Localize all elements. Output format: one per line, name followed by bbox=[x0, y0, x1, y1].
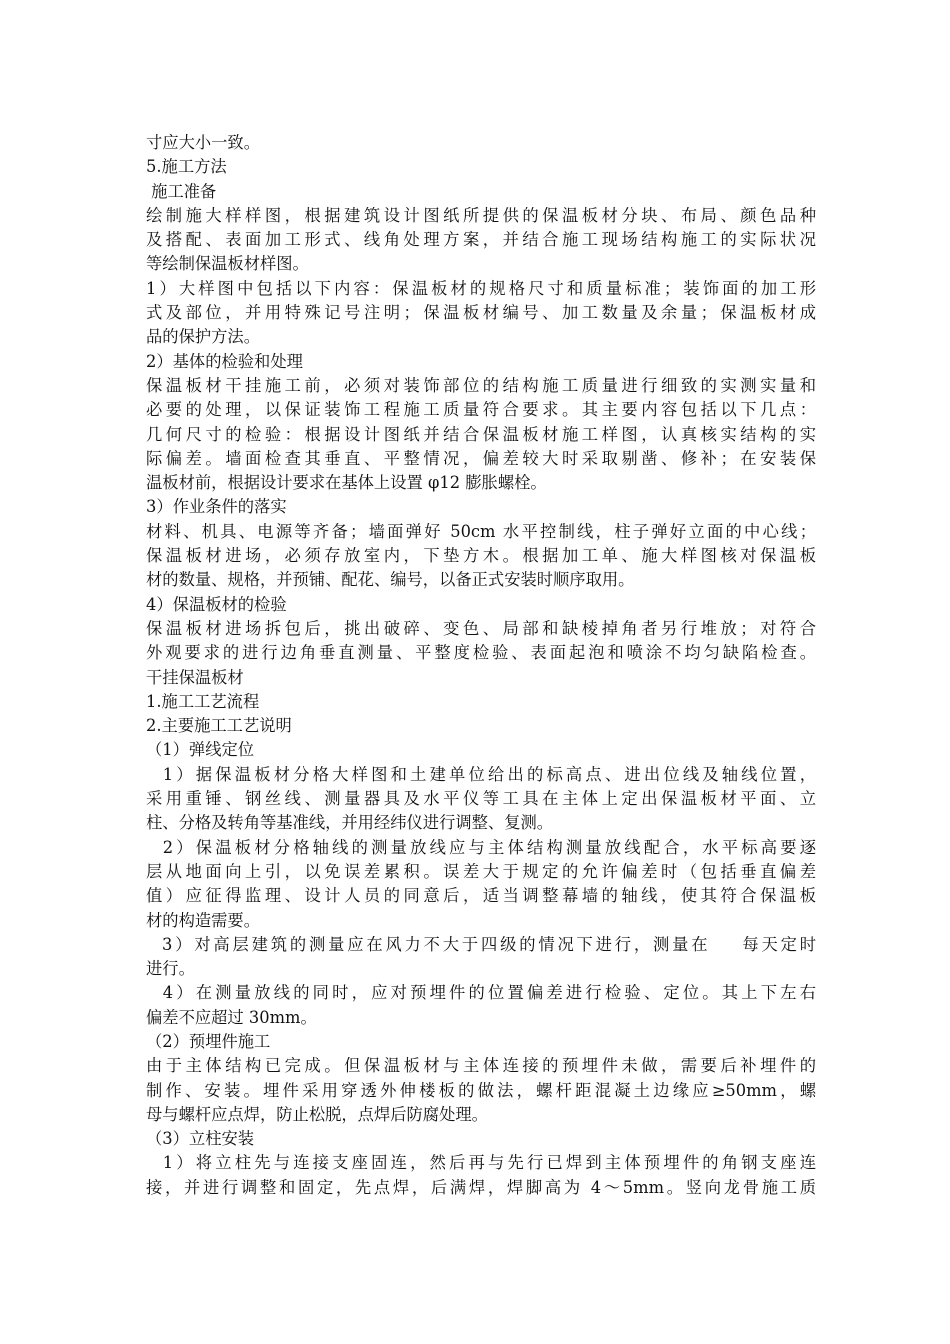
text-line: 由于主体结构已完成。但保温板材与主体连接的预埋件未做，需要后补埋件的 bbox=[146, 1056, 816, 1076]
text-line: 层从地面向上引，以免误差累积。误差大于规定的允许偏差时（包括垂直偏差 bbox=[146, 861, 816, 881]
text-line: 保温板材干挂施工前，必须对装饰部位的结构施工质量进行细致的实测实量和 bbox=[146, 375, 816, 395]
text-line: 1.施工工艺流程 bbox=[146, 691, 260, 711]
text-line: 品的保护方法。 bbox=[146, 327, 260, 347]
text-line: 2.主要施工工艺说明 bbox=[146, 716, 292, 736]
text-line: 4）在测量放线的同时，应对预埋件的位置偏差进行检验、定位。其上下左右 bbox=[146, 983, 816, 1003]
text-line: 保温板材进场，必须存放室内，下垫方木。根据加工单、施大样图核对保温板 bbox=[146, 546, 816, 566]
text-line: 柱、分格及转角等基准线，并用经纬仪进行调整、复测。 bbox=[146, 813, 554, 833]
text-line: 偏差不应超过 30mm。 bbox=[146, 1007, 317, 1027]
text-line: 际偏差。墙面检查其垂直、平整情况，偏差较大时采取剔凿、修补；在安装保 bbox=[146, 448, 816, 468]
text-line: 3）作业条件的落实 bbox=[146, 497, 287, 517]
text-line: 1）大样图中包括以下内容：保温板材的规格尺寸和质量标准；装饰面的加工形 bbox=[146, 278, 816, 298]
text-line: 施工准备 bbox=[146, 181, 217, 201]
text-line: 等绘制保温板材样图。 bbox=[146, 254, 309, 274]
text-line: 干挂保温板材 bbox=[146, 667, 244, 687]
text-line: 进行。 bbox=[146, 959, 195, 979]
text-line: 2）保温板材分格轴线的测量放线应与主体结构测量放线配合，水平标高要逐 bbox=[146, 837, 816, 857]
text-line: 必要的处理，以保证装饰工程施工质量符合要求。其主要内容包括以下几点： bbox=[146, 400, 816, 420]
text-line: 式及部位，并用特殊记号注明；保温板材编号、加工数量及余量；保温板材成 bbox=[146, 303, 816, 323]
text-line: 几何尺寸的检验：根据设计图纸并结合保温板材施工样图，认真核实结构的实 bbox=[146, 424, 816, 444]
text-line: 采用重锤、钢丝线、测量器具及水平仪等工具在主体上定出保温板材平面、立 bbox=[146, 789, 816, 809]
text-line: 2）基体的检验和处理 bbox=[146, 351, 303, 371]
text-line: 4）保温板材的检验 bbox=[146, 594, 287, 614]
text-line: 材的构造需要。 bbox=[146, 910, 260, 930]
text-line: 值）应征得监理、设计人员的同意后，适当调整幕墙的轴线，使其符合保温板 bbox=[146, 886, 816, 906]
document-page bbox=[146, 131, 816, 1200]
text-line: （2）预埋件施工 bbox=[146, 1031, 271, 1051]
text-line: 3）对高层建筑的测量应在风力不大于四级的情况下进行，测量在 每天定时 bbox=[146, 934, 816, 954]
text-line: 5.施工方法 bbox=[146, 157, 227, 177]
text-line: 外观要求的进行边角垂直测量、平整度检验、表面起泡和喷涂不均匀缺陷检查。 bbox=[146, 643, 816, 663]
text-line: 及搭配、表面加工形式、线角处理方案，并结合施工现场结构施工的实际状况 bbox=[146, 230, 816, 250]
text-line: 1）将立柱先与连接支座固连，然后再与先行已焊到主体预埋件的角钢支座连 bbox=[146, 1153, 816, 1173]
text-line: 制作、安装。埋件采用穿透外伸楼板的做法，螺杆距混凝土边缘应≥50mm，螺 bbox=[146, 1080, 816, 1100]
text-line: 接，并进行调整和固定，先点焊，后满焊，焊脚高为 4～5mm。竖向龙骨施工质 bbox=[146, 1177, 816, 1197]
text-line: 1）据保温板材分格大样图和土建单位给出的标高点、进出位线及轴线位置， bbox=[146, 764, 816, 784]
text-line: 母与螺杆应点焊，防止松脱，点焊后防腐处理。 bbox=[146, 1104, 488, 1124]
text-line: 温板材前，根据设计要求在基体上设置 φ12 膨胀螺栓。 bbox=[146, 473, 547, 493]
text-line: 绘制施大样样图，根据建筑设计图纸所提供的保温板材分块、布局、颜色品种 bbox=[146, 205, 816, 225]
text-line: 材的数量、规格，并预铺、配花、编号，以备正式安装时顺序取用。 bbox=[146, 570, 635, 590]
text-line: （1）弹线定位 bbox=[146, 740, 255, 760]
text-line: 保温板材进场拆包后，挑出破碎、变色、局部和缺棱掉角者另行堆放；对符合 bbox=[146, 618, 816, 638]
text-line: 寸应大小一致。 bbox=[146, 133, 260, 152]
text-line: 材料、机具、电源等齐备；墙面弹好 50cm 水平控制线，柱子弹好立面的中心线； bbox=[146, 521, 816, 541]
text-line: （3）立柱安装 bbox=[146, 1129, 255, 1149]
